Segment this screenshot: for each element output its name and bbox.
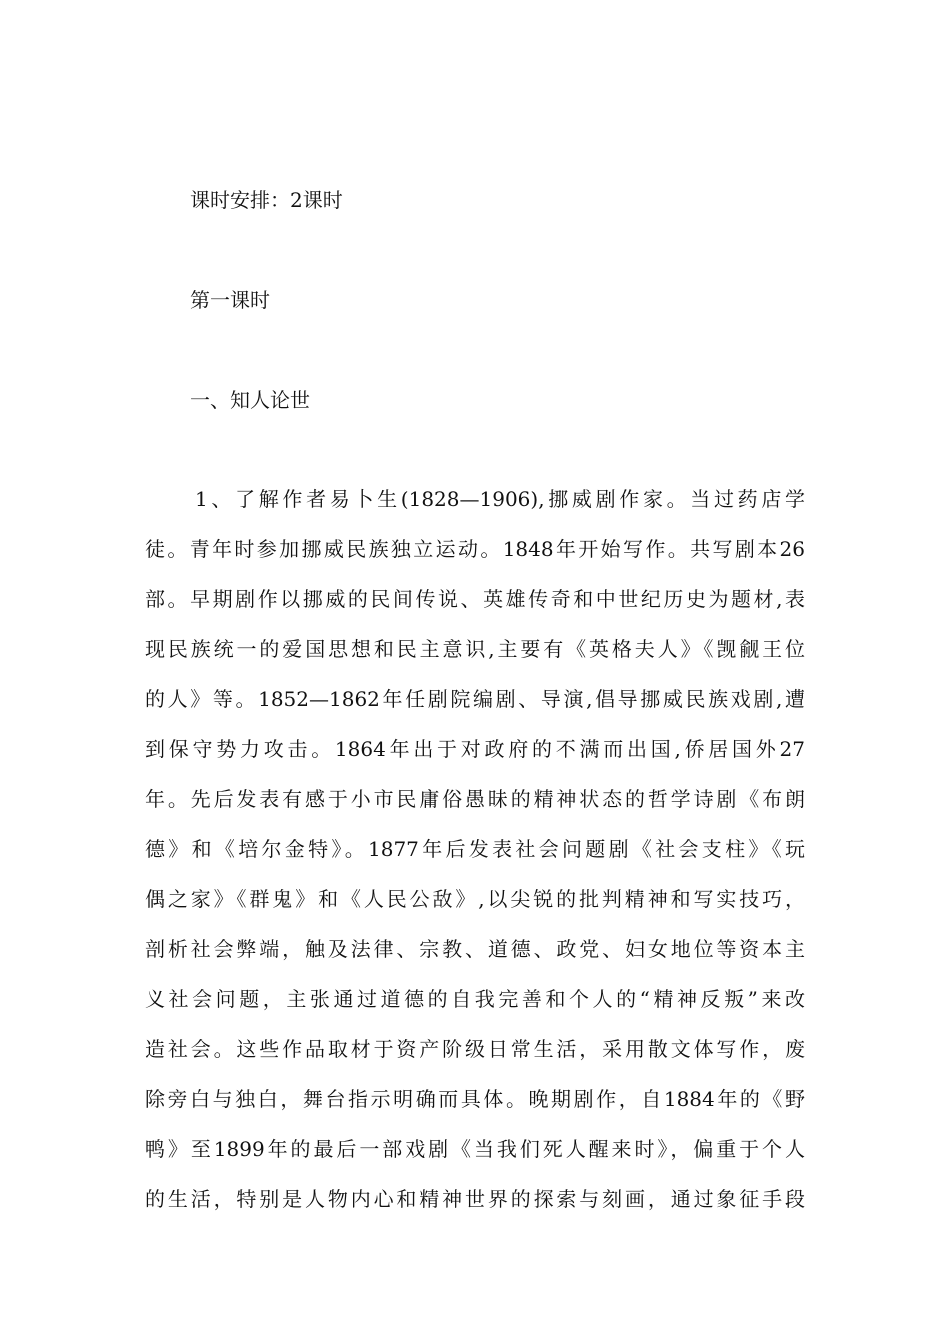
schedule-line: 课时安排：2课时 xyxy=(190,188,343,212)
author-paragraph xyxy=(145,484,805,1234)
paragraph-line: 义社会问题，主张通过道德的自我完善和个人的“精神反叛”来改 xyxy=(145,987,805,1011)
paragraph-line: 徒。青年时参加挪威民族独立运动。1848年开始写作。共写剧本26 xyxy=(145,537,805,561)
paragraph-line: 现民族统一的爱国思想和民主意识,主要有《英格夫人》《觊觎王位 xyxy=(145,637,805,661)
paragraph-line: 鸭》至1899年的最后一部戏剧《当我们死人醒来时》，偏重于个人 xyxy=(145,1137,805,1161)
paragraph-line: 德》和《培尔金特》。1877年后发表社会问题剧《社会支柱》《玩 xyxy=(145,837,805,861)
paragraph-line: 除旁白与独白，舞台指示明确而具体。晚期剧作，自1884年的《野 xyxy=(145,1087,805,1111)
paragraph-line: 1、了解作者易卜生(1828—1906),挪威剧作家。当过药店学 xyxy=(195,487,805,511)
paragraph-line: 的人》等。1852—1862年任剧院编剧、导演,倡导挪威民族戏剧,遭 xyxy=(145,687,805,711)
paragraph-line: 造社会。这些作品取材于资产阶级日常生活，采用散文体写作，废 xyxy=(145,1037,805,1061)
paragraph-line: 到保守势力攻击。1864年出于对政府的不满而出国,侨居国外27 xyxy=(145,737,805,761)
paragraph-line: 年。先后发表有感于小市民庸俗愚昧的精神状态的哲学诗剧《布朗 xyxy=(145,787,805,811)
paragraph-line: 的生活，特别是人物内心和精神世界的探索与刻画，通过象征手段 xyxy=(145,1187,805,1211)
section-heading: 一、知人论世 xyxy=(190,388,310,412)
lesson-heading: 第一课时 xyxy=(190,288,270,312)
paragraph-line: 偶之家》《群鬼》和《人民公敌》,以尖锐的批判精神和写实技巧， xyxy=(145,887,805,911)
paragraph-line: 部。早期剧作以挪威的民间传说、英雄传奇和中世纪历史为题材,表 xyxy=(145,587,805,611)
paragraph-line: 剖析社会弊端，触及法律、宗教、道德、政党、妇女地位等资本主 xyxy=(145,937,805,961)
